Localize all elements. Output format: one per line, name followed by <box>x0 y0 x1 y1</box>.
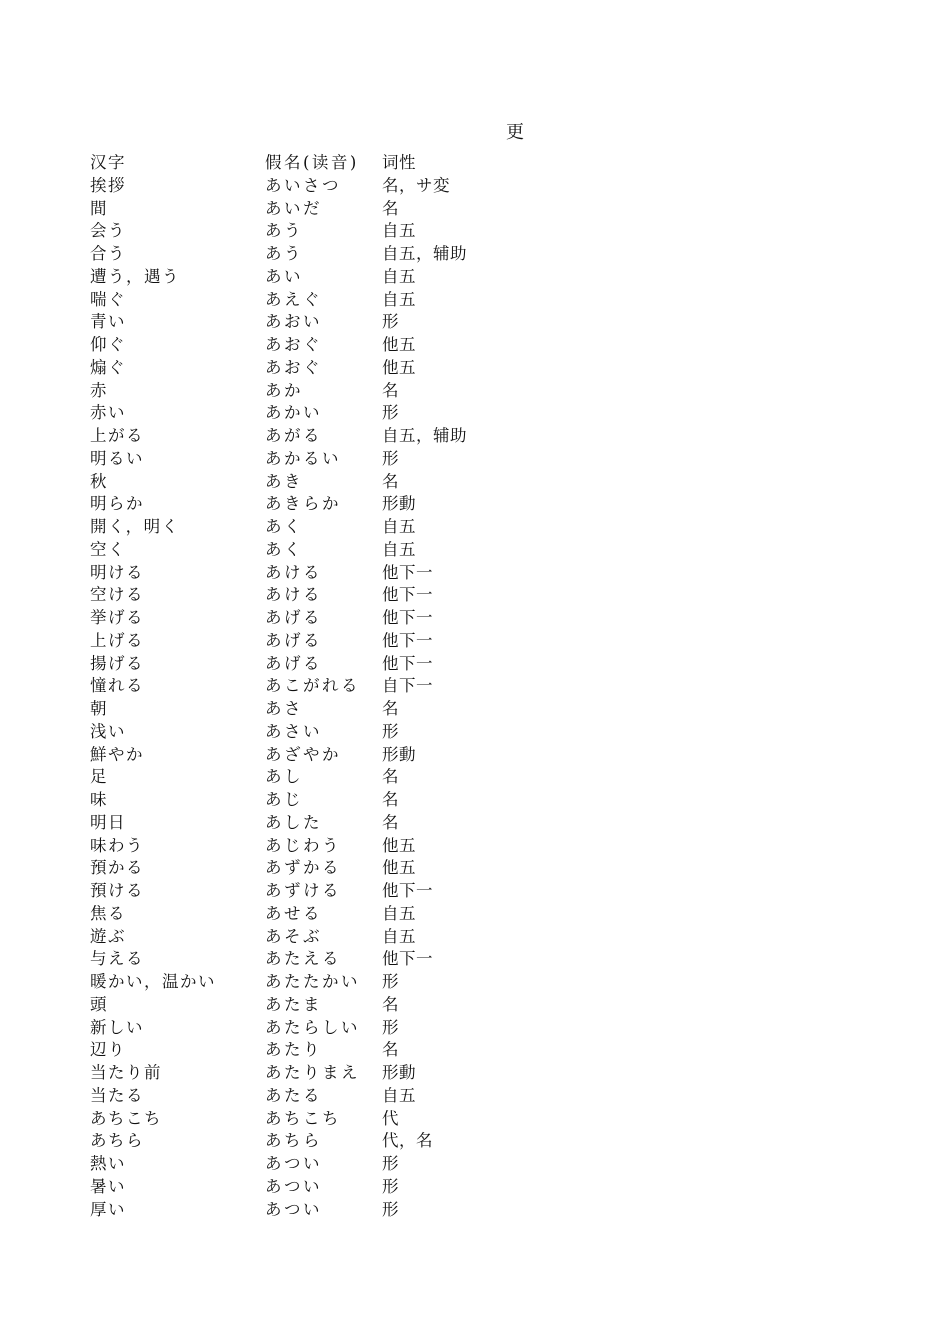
kana-cell: あたたかい <box>265 972 360 991</box>
kana-cell: あえぐ <box>265 289 322 309</box>
table-row <box>90 289 510 312</box>
kana-cell: あおい <box>265 312 322 332</box>
pos-cell: 形 <box>382 1154 399 1173</box>
table-row <box>90 880 510 903</box>
table-row <box>90 607 510 630</box>
kana-cell: あさい <box>265 721 322 741</box>
kanji-cell: あちら <box>90 1131 144 1151</box>
kana-cell: あげる <box>265 653 322 673</box>
kanji-cell: 新しい <box>90 1017 144 1037</box>
table-row <box>90 380 510 403</box>
kanji-cell: 熱い <box>90 1154 126 1173</box>
table-row <box>90 516 510 539</box>
kanji-cell: 預かる <box>90 858 144 878</box>
pos-cell: 名 <box>382 812 399 832</box>
kanji-cell: 朝 <box>90 699 108 718</box>
kanji-cell: 明らか <box>90 494 144 514</box>
kanji-cell: 間 <box>90 198 108 218</box>
table-row <box>90 675 510 698</box>
kana-cell: あう <box>265 244 303 263</box>
pos-cell: 自五 <box>382 221 416 241</box>
pos-cell: 自五 <box>382 903 416 923</box>
pos-cell: 他下一 <box>382 949 433 969</box>
table-row <box>90 175 510 198</box>
table-row <box>90 243 510 266</box>
kana-cell: あちら <box>265 1131 322 1151</box>
table-row <box>90 425 510 448</box>
kana-cell: あたりまえ <box>265 1063 360 1082</box>
kanji-cell: 憧れる <box>90 676 144 696</box>
table-row <box>90 266 510 289</box>
table-row <box>90 971 510 994</box>
kana-cell: あける <box>265 585 322 605</box>
kanji-cell: 明ける <box>90 562 144 582</box>
kana-cell: あずかる <box>265 858 341 878</box>
table-row <box>90 1062 510 1085</box>
table-header-row <box>90 152 510 175</box>
table-row <box>90 311 510 334</box>
kana-cell: あおぐ <box>265 357 322 377</box>
table-row <box>90 721 510 744</box>
kanji-cell: 空ける <box>90 585 144 605</box>
kanji-cell: 味わう <box>90 835 144 855</box>
table-row <box>90 903 510 926</box>
kana-cell: あし <box>265 767 303 787</box>
kana-cell: あたえる <box>265 949 341 969</box>
table-row <box>90 1085 510 1108</box>
pos-cell: 自五 <box>382 539 416 559</box>
column-header-pos: 词性 <box>382 153 416 172</box>
table-row <box>90 1153 510 1176</box>
table-row <box>90 835 510 858</box>
kanji-cell: 浅い <box>90 721 126 741</box>
kanji-cell: 挙げる <box>90 608 144 627</box>
kanji-cell: 煽ぐ <box>90 357 126 377</box>
table-row <box>90 857 510 880</box>
kanji-cell: 鮮やか <box>90 744 144 764</box>
kanji-cell: 暑い <box>90 1176 126 1196</box>
kana-cell: あした <box>265 812 322 832</box>
kana-cell: あき <box>265 471 303 491</box>
table-row <box>90 1176 510 1199</box>
table-row <box>90 584 510 607</box>
kanji-cell: 上がる <box>90 426 144 445</box>
kana-cell: あける <box>265 562 322 582</box>
kana-cell: あおぐ <box>265 335 322 354</box>
kanji-cell: 揚げる <box>90 653 144 673</box>
kana-cell: あげる <box>265 608 322 627</box>
pos-cell: 自五 <box>382 517 416 536</box>
pos-cell: 他下一 <box>382 562 433 582</box>
kanji-cell: 足 <box>90 767 108 787</box>
kanji-cell: 厚い <box>90 1199 126 1219</box>
pos-cell: 形動 <box>382 494 416 514</box>
kana-cell: あげる <box>265 630 322 650</box>
pos-cell: 名 <box>382 1040 399 1060</box>
kana-cell: あじ <box>265 790 303 809</box>
pos-cell: 名 <box>382 471 399 491</box>
kana-cell: あたらしい <box>265 1017 360 1037</box>
table-row <box>90 1108 510 1131</box>
table-row <box>90 744 510 767</box>
kana-cell: あさ <box>265 699 303 718</box>
kanji-cell: 与える <box>90 949 144 969</box>
page-heading: 更 <box>506 122 524 143</box>
pos-cell: 形動 <box>382 1063 416 1082</box>
pos-cell: 自五 <box>382 926 416 946</box>
kanji-cell: 喘ぐ <box>90 289 126 309</box>
kanji-cell: 預ける <box>90 881 144 900</box>
table-row <box>90 357 510 380</box>
pos-cell: 代 <box>382 1108 399 1128</box>
pos-cell: 自下一 <box>382 676 433 696</box>
pos-cell: 形 <box>382 1176 399 1196</box>
kana-cell: あたる <box>265 1085 322 1105</box>
kana-cell: あかい <box>265 403 322 423</box>
pos-cell: 他下一 <box>382 585 433 605</box>
pos-cell: 形 <box>382 312 399 332</box>
kana-cell: あざやか <box>265 744 341 764</box>
pos-cell: 名 <box>382 380 399 400</box>
kanji-cell: 秋 <box>90 471 108 491</box>
table-row <box>90 1199 510 1222</box>
pos-cell: 他下一 <box>382 608 433 627</box>
kana-cell: あそぶ <box>265 926 322 946</box>
vocab-table <box>90 152 510 1221</box>
kana-cell: あかるい <box>265 448 341 468</box>
kanji-cell: 辺り <box>90 1040 126 1060</box>
kanji-cell: 暖かい，温かい <box>90 972 216 991</box>
table-row <box>90 994 510 1017</box>
pos-cell: 自五，辅助 <box>382 244 467 263</box>
kanji-cell: 遭う，遇う <box>90 266 180 286</box>
table-row <box>90 562 510 585</box>
pos-cell: 名 <box>382 994 399 1014</box>
pos-cell: 形動 <box>382 744 416 764</box>
kanji-cell: 上げる <box>90 630 144 650</box>
kana-cell: あいだ <box>265 198 322 218</box>
kana-cell: あい <box>265 266 303 286</box>
table-row <box>90 198 510 221</box>
table-row <box>90 402 510 425</box>
kana-cell: あきらか <box>265 494 341 514</box>
pos-cell: 形 <box>382 972 399 991</box>
kana-cell: あじわう <box>265 835 341 855</box>
kana-cell: あずける <box>265 881 341 900</box>
table-row <box>90 220 510 243</box>
kanji-cell: 焦る <box>90 903 126 923</box>
kanji-cell: 明日 <box>90 812 126 832</box>
kanji-cell: 開く，明く <box>90 517 180 536</box>
pos-cell: 他五 <box>382 858 416 878</box>
kanji-cell: 挨拶 <box>90 175 126 195</box>
pos-cell: 名 <box>382 699 399 718</box>
pos-cell: 名 <box>382 767 399 787</box>
table-row <box>90 926 510 949</box>
kana-cell: あこがれる <box>265 676 360 696</box>
kana-cell: あたり <box>265 1040 322 1060</box>
kanji-cell: 遊ぶ <box>90 926 126 946</box>
table-row <box>90 653 510 676</box>
table-row <box>90 1039 510 1062</box>
pos-cell: 形 <box>382 721 399 741</box>
pos-cell: 自五 <box>382 289 416 309</box>
kanji-cell: 空く <box>90 539 126 559</box>
kanji-cell: あちこち <box>90 1108 162 1128</box>
kana-cell: あつい <box>265 1176 322 1196</box>
kana-cell: あちこち <box>265 1108 341 1128</box>
table-row <box>90 334 510 357</box>
kana-cell: あつい <box>265 1199 322 1219</box>
kanji-cell: 当たる <box>90 1085 144 1105</box>
table-row <box>90 1017 510 1040</box>
table-row <box>90 471 510 494</box>
vocab-rows <box>90 175 510 1222</box>
kanji-cell: 会う <box>90 221 126 241</box>
pos-cell: 自五，辅助 <box>382 426 467 445</box>
table-row <box>90 630 510 653</box>
pos-cell: 形 <box>382 1017 399 1037</box>
kanji-cell: 青い <box>90 312 126 332</box>
table-row <box>90 948 510 971</box>
table-row <box>90 698 510 721</box>
kana-cell: あく <box>265 517 303 536</box>
pos-cell: 他五 <box>382 335 416 354</box>
pos-cell: 名 <box>382 198 399 218</box>
kanji-cell: 味 <box>90 790 108 809</box>
column-header-kanji: 汉字 <box>90 153 126 172</box>
pos-cell: 他下一 <box>382 630 433 650</box>
kana-cell: あがる <box>265 426 322 445</box>
kanji-cell: 赤 <box>90 380 108 400</box>
table-row <box>90 812 510 835</box>
kana-cell: あつい <box>265 1154 322 1173</box>
pos-cell: 形 <box>382 448 399 468</box>
kana-cell: あいさつ <box>265 175 341 195</box>
column-header-kana: 假名(读音) <box>265 153 359 172</box>
table-row <box>90 448 510 471</box>
table-row <box>90 1130 510 1153</box>
table-row <box>90 539 510 562</box>
kana-cell: あう <box>265 221 303 241</box>
kanji-cell: 仰ぐ <box>90 335 126 354</box>
kana-cell: あせる <box>265 903 322 923</box>
kanji-cell: 合う <box>90 244 126 263</box>
kana-cell: あたま <box>265 994 322 1014</box>
pos-cell: 自五 <box>382 1085 416 1105</box>
kana-cell: あか <box>265 380 303 400</box>
pos-cell: 名，サ変 <box>382 175 450 195</box>
pos-cell: 形 <box>382 1199 399 1219</box>
pos-cell: 他五 <box>382 835 416 855</box>
kanji-cell: 当たり前 <box>90 1063 162 1082</box>
pos-cell: 自五 <box>382 266 416 286</box>
table-row <box>90 493 510 516</box>
table-row <box>90 766 510 789</box>
kanji-cell: 明るい <box>90 448 144 468</box>
kana-cell: あく <box>265 539 303 559</box>
kanji-cell: 頭 <box>90 994 108 1014</box>
table-row <box>90 789 510 812</box>
pos-cell: 名 <box>382 790 399 809</box>
kanji-cell: 赤い <box>90 403 126 423</box>
pos-cell: 代，名 <box>382 1131 433 1151</box>
pos-cell: 他五 <box>382 357 416 377</box>
pos-cell: 形 <box>382 403 399 423</box>
pos-cell: 他下一 <box>382 881 433 900</box>
pos-cell: 他下一 <box>382 653 433 673</box>
